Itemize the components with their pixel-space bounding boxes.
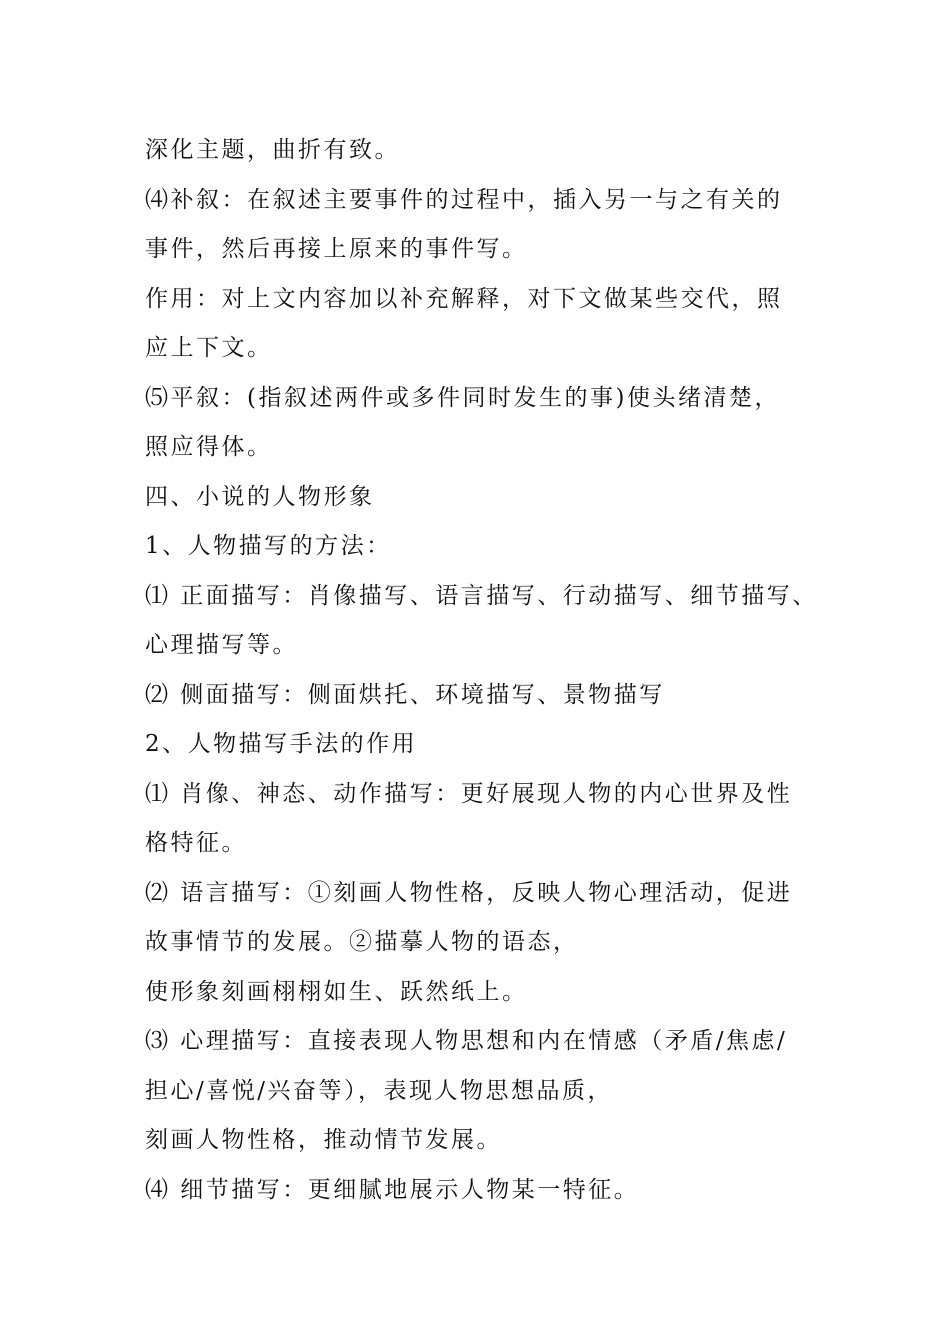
section-heading: 四、小说的人物形象 [145,483,375,510]
text-line: 刻画人物性格，推动情节发展。 [145,1127,502,1153]
text-line: ⑸平叙：(指叙述两件或多件同时发生的事)使头绪清楚， [145,384,780,411]
text-line: ⑴ 肖像、神态、动作描写：更好展现人物的内心世界及性 [145,780,793,807]
text-line: ⑴ 正面描写：肖像描写、语言描写、行动描写、细节描写、 [145,582,818,609]
text-line: 使形象刻画栩栩如生、跃然纸上。 [145,978,528,1005]
text-line: 心理描写等。 [145,632,298,658]
text-line: ⑷补叙：在叙述主要事件的过程中，插入另一与之有关的 [145,186,783,213]
text-line: 格特征。 [145,830,247,856]
document-body [145,126,845,1215]
text-line: 担心/喜悦/兴奋等），表现人物思想品质， [145,1077,613,1104]
text-line: 应上下文。 [145,335,273,361]
subsection-heading: 2、人物描写手法的作用 [145,731,418,757]
text-line: 深化主题，曲折有致。 [145,137,400,163]
text-line: ⑶ 心理描写：直接表现人物思想和内在情感（矛盾/焦虑/ [145,1028,788,1054]
text-line: ⑷ 细节描写：更细腻地展示人物某一特征。 [145,1176,640,1203]
text-line: 故事情节的发展。②描摹人物的语态， [145,929,579,955]
text-line: 事件，然后再接上原来的事件写。 [145,236,528,262]
text-line: ⑵ 语言描写：①刻画人物性格，反映人物心理活动，促进 [145,879,793,906]
text-line: ⑵ 侧面描写：侧面烘托、环境描写、景物描写 [145,681,665,708]
text-line: 作用：对上文内容加以补充解释，对下文做某些交代，照 [145,285,783,312]
text-line: 照应得体。 [145,434,273,460]
subsection-heading: 1、人物描写的方法： [145,533,392,559]
